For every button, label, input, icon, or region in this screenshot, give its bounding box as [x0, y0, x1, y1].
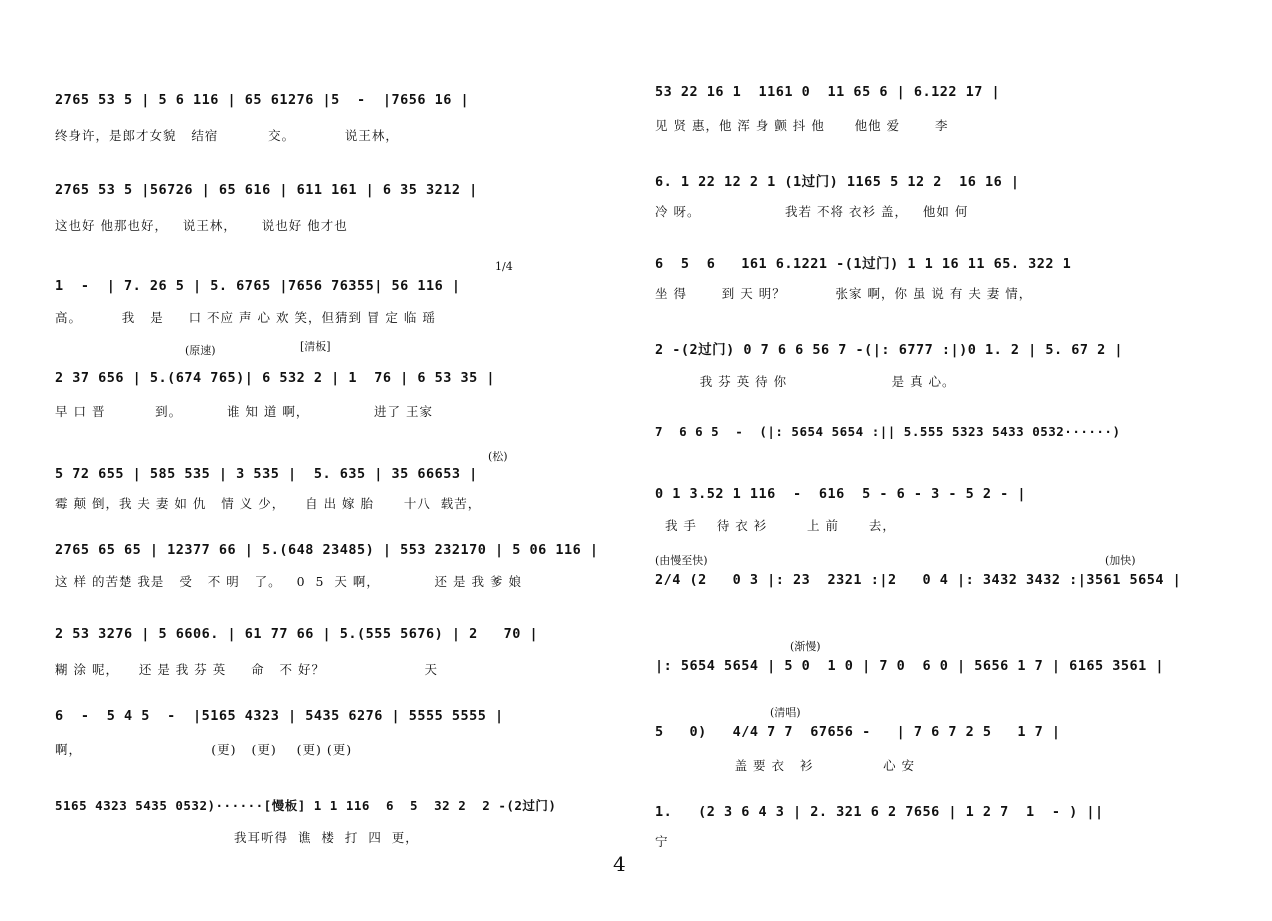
- notation-line: 5165 4323 5435 0532)······[慢板] 1 1 116 6 5 32 2 2 -(2过门): [55, 798, 557, 813]
- tempo-marking: (加快): [1105, 554, 1136, 567]
- notation-line: 2 -(2过门) 0 7 6 6 56 7 -(|: 6777 :|)0 1. 2 | 5. 67 2 |: [655, 342, 1124, 358]
- notation-line: 5 0) 4/4 7 7 67656 - | 7 6 7 2 5 1 7 |: [655, 724, 1061, 740]
- lyrics-line: 我 手 待 衣 衫 上 前 去，: [655, 518, 896, 533]
- notation-line: 2765 53 5 | 5 6 116 | 65 61276 |5 - |7656 16 |: [55, 92, 470, 108]
- notation-line: 6 - 5 4 5 - |5165 4323 | 5435 6276 | 5555 5555 |: [55, 708, 504, 724]
- notation-line: 53 22 16 1 1161 0 11 65 6 | 6.122 17 |: [655, 84, 1001, 100]
- notation-line: 7 6 6 5 - (|: 5654 5654 :|| 5.555 5323 5433 0532······): [655, 424, 1121, 439]
- notation-line: 0 1 3.52 1 116 - 616 5 - 6 - 3 - 5 2 - |: [655, 486, 1026, 502]
- notation-line: 5 72 655 | 585 535 | 3 535 | 5. 635 | 35 66653 |: [55, 466, 478, 482]
- lyrics-line: 我 芬 英 待 你 是 真 心。: [655, 374, 956, 389]
- tempo-marking: (清唱): [770, 706, 801, 719]
- lyrics-line: 霉 颠 倒，我 夫 妻 如 仇 情 义 少， 自 出 嫁 胎 十八 载苦，: [55, 496, 482, 511]
- lyrics-line: 早 口 晋 到。 谁 知 道 啊， 进了 王家: [55, 404, 433, 419]
- lyrics-line: 这 样 的苦楚 我是 受 不 明 了。 0 5 天 啊， 还 是 我 爹 娘: [55, 574, 522, 589]
- notation-line: 1. (2 3 6 4 3 | 2. 321 6 2 7656 | 1 2 7 1 - ) ||: [655, 804, 1104, 820]
- tempo-marking: [清板]: [300, 340, 331, 353]
- page-number: 4: [613, 852, 626, 876]
- lyrics-line: 糊 涂 呢， 还 是 我 芬 英 命 不 好？ 天: [55, 662, 438, 677]
- column-gutter: [628, 40, 629, 840]
- lyrics-line: 见 贤 惠，他 浑 身 颤 抖 他 他他 爱 李: [655, 118, 949, 133]
- lyrics-line: 冷 呀。 我若 不将 衣衫 盖， 他如 何: [655, 204, 969, 219]
- score-marking: 1/4: [495, 260, 513, 273]
- tempo-marking: (渐慢): [790, 640, 821, 653]
- notation-line: |: 5654 5654 | 5 0 1 0 | 7 0 6 0 | 5656 1 7 | 6165 3561 |: [655, 658, 1165, 674]
- notation-line: 2/4 (2 0 3 |: 23 2321 :|2 0 4 |: 3432 3432 :|3561 5654 |: [655, 572, 1182, 588]
- notation-line: 2765 65 65 | 12377 66 | 5.(648 23485) | 553 232170 | 5 06 116 |: [55, 542, 599, 558]
- notation-line: 2765 53 5 |56726 | 65 616 | 611 161 | 6 35 3212 |: [55, 182, 478, 198]
- notation-line: 1 - | 7. 26 5 | 5. 6765 |7656 76355| 56 116 |: [55, 278, 461, 294]
- tempo-marking: (松): [488, 450, 508, 463]
- lyrics-line: 盖 要 衣 衫 心 安: [655, 758, 916, 773]
- tempo-marking: (由慢至快): [655, 554, 708, 567]
- notation-line: 6. 1 22 12 2 1 (1过门) 1165 5 12 2 16 16 |: [655, 174, 1020, 190]
- lyrics-line: 高。 我 是 口 不应 声 心 欢 笑，但猜到 冒 定 临 瑶: [55, 310, 436, 325]
- notation-line: 2 53 3276 | 5 6606. | 61 77 66 | 5.(555 5676) | 2 70 |: [55, 626, 539, 642]
- lyrics-line: 终身许，是郎才女貌 结宿 交。 说王林，: [55, 128, 399, 143]
- lyrics-line: 我耳听得 谯 楼 打 四 更，: [55, 830, 419, 845]
- notation-line: 6 5 6 161 6.1221 -(1过门) 1 1 16 11 65. 322 1: [655, 256, 1072, 272]
- lyrics-line: 啊， (更) (更) (更) (更): [55, 742, 353, 757]
- tempo-marking: (原速): [185, 344, 216, 357]
- lyrics-line: 宁: [655, 834, 669, 849]
- lyrics-line: 这也好 他那也好， 说王林， 说也好 他才也: [55, 218, 348, 233]
- lyrics-line: 坐 得 到 天 明？ 张家 啊，你 虽 说 有 夫 妻 情，: [655, 286, 1033, 301]
- notation-line: 2 37 656 | 5.(674 765)| 6 532 2 | 1 76 | 6 53 35 |: [55, 370, 496, 386]
